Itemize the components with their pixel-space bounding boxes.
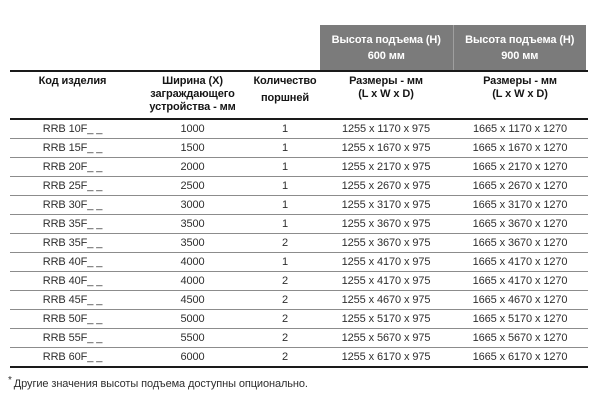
header-line: заграждающего: [150, 88, 235, 100]
table-cell: 2000: [135, 158, 250, 177]
header-line: (L x W x D): [358, 88, 414, 100]
column-header-product-code: [10, 71, 135, 119]
header-line: поршней: [260, 92, 310, 104]
table-cell: 3500: [135, 234, 250, 253]
table-cell: 1: [250, 253, 320, 272]
table-row: [10, 253, 588, 272]
header-line: (L x W x D): [492, 88, 548, 100]
table-cell: 1: [250, 119, 320, 139]
table-cell: RRB 60F_ _: [10, 348, 135, 368]
table-cell: 3000: [135, 196, 250, 215]
table-cell: 2: [250, 234, 320, 253]
table-cell: 3500: [135, 215, 250, 234]
lift-height-banner: [320, 25, 586, 70]
table-header-row: [10, 71, 588, 119]
table-cell: 2500: [135, 177, 250, 196]
table-cell: 1255 x 6170 x 975: [320, 348, 452, 368]
table-cell: 1665 x 4170 x 1270: [452, 272, 588, 291]
table-cell: RRB 55F_ _: [10, 329, 135, 348]
table-body: [10, 119, 588, 367]
lift-height-600-title: Высота подъема (H): [331, 33, 441, 46]
lift-height-900-value: 900 мм: [501, 49, 539, 62]
table-cell: 1665 x 2670 x 1270: [452, 177, 588, 196]
table-row: [10, 329, 588, 348]
table-cell: 1: [250, 158, 320, 177]
table-cell: 2: [250, 310, 320, 329]
lift-height-600-header: [320, 25, 453, 70]
table-cell: 2: [250, 329, 320, 348]
footnote-text: Другие значения высоты подъема доступны опционально.: [13, 378, 308, 390]
table-row: [10, 215, 588, 234]
table-row: [10, 177, 588, 196]
table-cell: 1665 x 2170 x 1270: [452, 158, 588, 177]
table-cell: RRB 35F_ _: [10, 234, 135, 253]
header-line: Размеры - мм: [349, 75, 423, 87]
column-header-width: [135, 71, 250, 119]
table-cell: 1: [250, 177, 320, 196]
table-cell: 1255 x 2170 x 975: [320, 158, 452, 177]
table-cell: 1: [250, 215, 320, 234]
table-cell: 2: [250, 291, 320, 310]
table-cell: RRB 45F_ _: [10, 291, 135, 310]
table-cell: 1665 x 4670 x 1270: [452, 291, 588, 310]
table-row: [10, 234, 588, 253]
table-row: [10, 139, 588, 158]
table-cell: 6000: [135, 348, 250, 368]
column-header-pistons: [250, 71, 320, 119]
table-cell: 1: [250, 139, 320, 158]
table-cell: 1255 x 3670 x 975: [320, 215, 452, 234]
table-cell: 1255 x 1170 x 975: [320, 119, 452, 139]
table-cell: 1255 x 1670 x 975: [320, 139, 452, 158]
header-line: Размеры - мм: [483, 75, 557, 87]
table-cell: 1255 x 2670 x 975: [320, 177, 452, 196]
table-cell: 1000: [135, 119, 250, 139]
table-row: [10, 119, 588, 139]
table-cell: RRB 20F_ _: [10, 158, 135, 177]
table-cell: 1665 x 3170 x 1270: [452, 196, 588, 215]
header-line: Количество: [253, 75, 317, 87]
table-cell: 1665 x 1170 x 1270: [452, 119, 588, 139]
table-row: [10, 348, 588, 368]
table-cell: 1500: [135, 139, 250, 158]
column-header-dimensions-900: [452, 71, 588, 119]
header-line: Код изделия: [38, 75, 107, 87]
header-line: Ширина (X): [162, 75, 223, 87]
table-cell: 1255 x 5670 x 975: [320, 329, 452, 348]
table-cell: RRB 25F_ _: [10, 177, 135, 196]
table-cell: 1255 x 3670 x 975: [320, 234, 452, 253]
table-cell: 5000: [135, 310, 250, 329]
table-row: [10, 310, 588, 329]
table-cell: 1665 x 5170 x 1270: [452, 310, 588, 329]
table-header: [10, 71, 588, 119]
table-cell: 1255 x 3170 x 975: [320, 196, 452, 215]
table-cell: 1665 x 1670 x 1270: [452, 139, 588, 158]
column-header-dimensions-600: [320, 71, 452, 119]
header-line: устройства - мм: [149, 101, 236, 113]
table-row: [10, 158, 588, 177]
table-row: [10, 291, 588, 310]
table-cell: 1665 x 5670 x 1270: [452, 329, 588, 348]
table-cell: 2: [250, 272, 320, 291]
table-cell: RRB 50F_ _: [10, 310, 135, 329]
table-cell: 5500: [135, 329, 250, 348]
table-cell: 2: [250, 348, 320, 368]
table-cell: 1255 x 4170 x 975: [320, 253, 452, 272]
lift-height-900-title: Высота подъема (H): [465, 33, 575, 46]
table-row: [10, 196, 588, 215]
table-cell: 1: [250, 196, 320, 215]
table-row: [10, 272, 588, 291]
table-cell: RRB 35F_ _: [10, 215, 135, 234]
table-cell: 1255 x 5170 x 975: [320, 310, 452, 329]
table-cell: 4000: [135, 253, 250, 272]
lift-height-900-header: [453, 25, 587, 70]
table-cell: 1665 x 4170 x 1270: [452, 253, 588, 272]
table-cell: RRB 10F_ _: [10, 119, 135, 139]
table-cell: RRB 30F_ _: [10, 196, 135, 215]
table-cell: 4000: [135, 272, 250, 291]
table-cell: RRB 40F_ _: [10, 253, 135, 272]
footnote-marker: *: [8, 375, 12, 386]
table-cell: 1665 x 3670 x 1270: [452, 234, 588, 253]
table-cell: RRB 15F_ _: [10, 139, 135, 158]
product-spec-table: [10, 70, 588, 368]
table-cell: 1665 x 3670 x 1270: [452, 215, 588, 234]
footnote: [8, 375, 308, 390]
table-cell: 1255 x 4670 x 975: [320, 291, 452, 310]
table-cell: RRB 40F_ _: [10, 272, 135, 291]
lift-height-600-value: 600 мм: [367, 49, 405, 62]
table-cell: 4500: [135, 291, 250, 310]
table-cell: 1665 x 6170 x 1270: [452, 348, 588, 368]
table-cell: 1255 x 4170 x 975: [320, 272, 452, 291]
